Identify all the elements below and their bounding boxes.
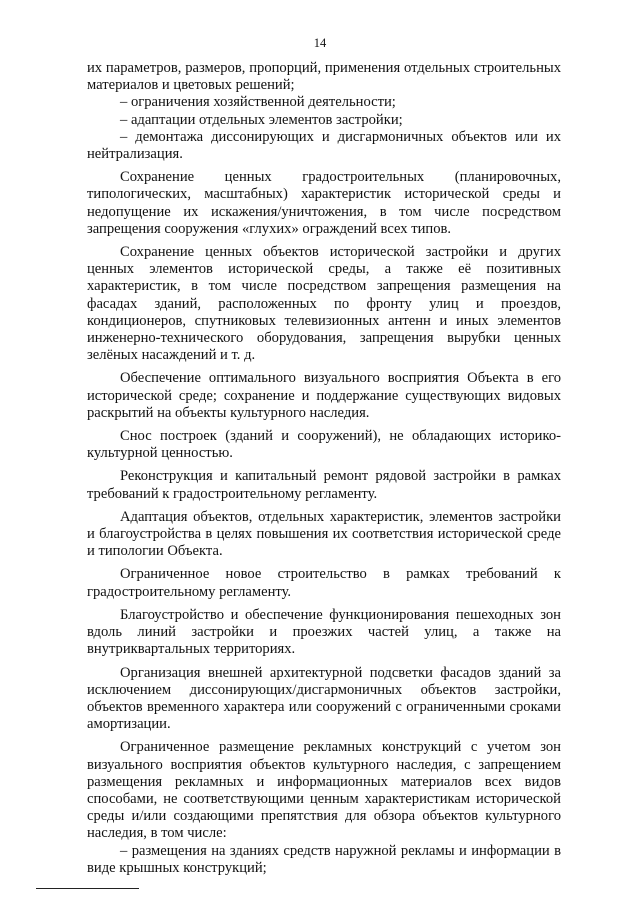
paragraph: Сохранение ценных объектов исторической застройки и других ценных элементов исторической среды, а также её позитивных характеристик, в том числе посредством запрещения размещения на фасадах зданий, расположенных по фронту улиц и проездов, кондиционеров, спутниковых телевизионных антенн и иных элементов инженерно-технического оборудования, запрещения вырубки ценных зелёных насаждений и т. д. [87, 244, 561, 364]
paragraph: Благоустройство и обеспечение функционирования пешеходных зон вдоль линий застройки и проезжих частей улиц, а также на внутриквартальных территориях. [87, 606, 561, 658]
paragraph: их параметров, размеров, пропорций, применения отдельных строительных материалов и цветовых решений; [87, 60, 561, 94]
list-item: – размещения на зданиях средств наружной рекламы и информации в виде крышных конструкций; [87, 842, 561, 876]
paragraph: Организация внешней архитектурной подсветки фасадов зданий за исключением диссонирующих/дисгармоничных объектов застройки, объектов временного характера или сооружений с ограниченными сроками амортизации. [87, 664, 561, 733]
paragraph: Сохранение ценных градостроительных (планировочных, типологических, масштабных) характеристик исторической среды и недопущение их искажения/уничтожения, в том числе посредством запрещения сооружения «глухих» ограждений всех типов. [87, 169, 561, 237]
paragraph: Снос построек (зданий и сооружений), не обладающих историко-культурной ценностью. [87, 428, 561, 462]
list-item: – адаптации отдельных элементов застройки; [120, 111, 403, 128]
paragraph: Ограниченное размещение рекламных конструкций с учетом зон визуального восприятия объектов культурного наследия, с запрещением размещения рекламных и информационных материалов всех видов способами, не соответствующими ценным характеристикам исторической среды и/или создающими препятствия для обзора объектов культурного наследия, в том числе: [87, 739, 561, 842]
list-item: – ограничения хозяйственной деятельности; [120, 94, 396, 111]
paragraph: Адаптация объектов, отдельных характеристик, элементов застройки и благоустройства в целях повышения их соответствия исторической среде и типологии Объекта. [87, 508, 561, 560]
paragraph: Ограниченное новое строительство в рамках требований к градостроительному регламенту. [87, 566, 561, 600]
paragraph: Реконструкция и капитальный ремонт рядовой застройки в рамках требований к градостроительному регламенту. [87, 468, 561, 502]
paragraph: Обеспечение оптимального визуального восприятия Объекта в его исторической среде; сохранение и поддержание существующих видовых раскрытий на объекты культурного наследия. [87, 370, 561, 421]
page-number: 14 [313, 36, 327, 50]
body-text [87, 60, 561, 877]
footnote-separator [36, 888, 139, 889]
list-item: – демонтажа диссонирующих и дисгармоничных объектов или их нейтрализация. [87, 128, 561, 163]
